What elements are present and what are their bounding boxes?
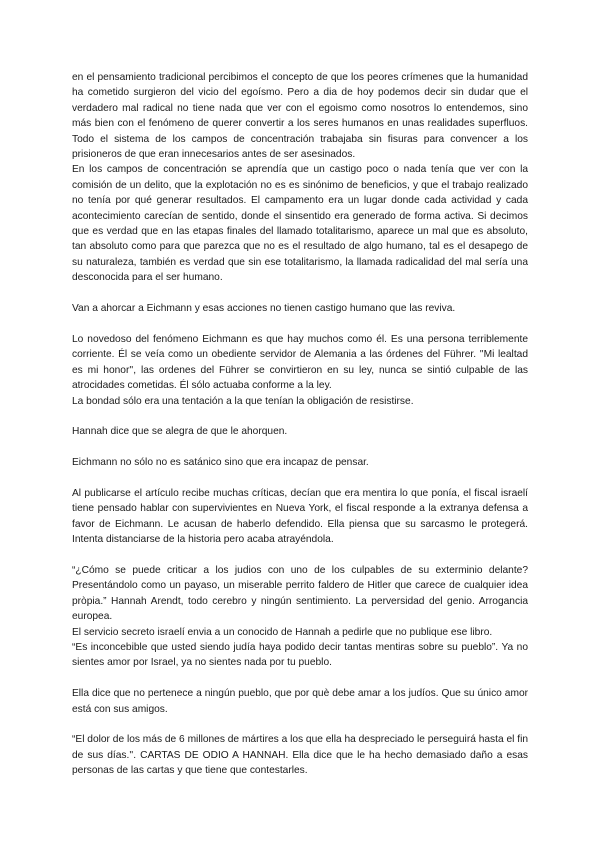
paragraph-article-criticism (72, 486, 528, 548)
document-page (72, 70, 528, 794)
paragraph-line: Al publicarse el artículo recibe muchas críticas, decían que era mentira lo que ponía, el fiscal israelí tiene pensado hablar con supervivientes en Nueva York, el fiscal responde a la extranya defensa a favor de Eichmann. Le acusan de haberlo defendido. Ella piensa que su sarcasmo le protegerá. Intenta distanciarse de la historia pero acaba atrayéndola. (72, 487, 528, 546)
paragraph-line: La bondad sólo era una tentación a la que tenían la obligación de resistirse. (72, 395, 414, 407)
paragraph-eichmann-phenomenon (72, 332, 528, 409)
paragraph-line: Hannah dice que se alegra de que le ahorquen. (72, 426, 288, 438)
paragraph-line: Eichmann no sólo no es satánico sino que era incapaz de pensar. (72, 457, 369, 469)
paragraph-hanging (72, 301, 528, 316)
paragraph-line: en el pensamiento tradicional percibimos el concepto de que los peores crímenes que la humanidad ha cometido surgieron del vicio del egoísmo. Pero a dia de hoy podemos decir sin dudar que el verdadero mal radical no tiene nada que ver con el egoismo como nosotros lo entendemos, sino más bien con el fenómeno de querer convertir a los seres humanos en unas realidades superfluos. Todo el sistema de los campos de concentración trabajaba sin fisuras para convencer a los prisioneros de que eran innecesarios antes de ser asesinados. (72, 72, 528, 161)
paragraph-line: Ella dice que no pertenece a ningún pueblo, que por què debe amar a los judíos. Que su único amor está con sus amigos. (72, 688, 528, 715)
paragraph-line: Lo novedoso del fenómeno Eichmann es que hay muchos como él. Es una persona terriblemente corriente. Él se veía como un obediente servidor de Alemania a las órdenes del Führer. ''Mi lealtad es mi honor'', las ordenes del Führer se convirtieron en su ley, nunca se sintió culpable de las atrocidades cometidas. Él sólo actuaba conforme a la ley. (72, 333, 528, 392)
paragraph-evil-essay (72, 70, 528, 286)
paragraph-line: Van a ahorcar a Eichmann y esas acciones no tienen castigo humano que las reviva. (72, 303, 456, 315)
paragraph-line: En los campos de concentración se aprendía que un castigo poco o nada tenía que ver con la comisión de un delito, que la explotación no es es sinónimo de beneficios, y que el trabajo realizado no tenía por qué generar resultados. El campamento era un lugar donde cada actividad y cada acontecimiento carecían de sentido, donde el sinsentido era generado de forma activa. Si decimos que es verdad que en las etapas finales del llamado totalitarismo, aparece un mal que es absoluto, tan absoluto como para que parezca que no es el resultado de algo humano, tal es el desapego de su naturaleza, también es verdad que sin ese totalitarismo, la llamada radicalidad del mal sería una desconocida para el ser humano. (72, 164, 528, 284)
paragraph-line: “El dolor de los más de 6 millones de mártires a los que ella ha despreciado le perseguirá hasta el fin de sus días.''. CARTAS DE ODIO A HANNAH. Ella dice que le ha hecho demasiado daño a esas personas de las cartas y que tiene que contestarles. (72, 734, 528, 777)
paragraph-not-satanic (72, 455, 528, 470)
paragraph-line: El servicio secreto israelí envia a un conocido de Hannah a pedirle que no publique ese libro. (72, 626, 493, 638)
paragraph-hannah-glad (72, 424, 528, 439)
paragraph-no-people (72, 686, 528, 717)
paragraph-line: “¿Cómo se puede criticar a los judios con uno de los culpables de su exterminio delante? Presentándolo como un payaso, un miserable perrito faldero de Hitler que carece de cualquier idea pròpia.” Hannah Arendt, todo cerebro y ningún sentimiento. La perversidad del genio. Arrogancia europea. (72, 564, 528, 623)
paragraph-line: “Es inconcebible que usted siendo judía haya podido decir tantas mentiras sobre su pueblo”. Ya no sientes amor por Israel, ya no sientes nada por tu pueblo. (72, 641, 528, 669)
paragraph-hate-letters (72, 732, 528, 778)
paragraph-quotes (72, 563, 528, 671)
